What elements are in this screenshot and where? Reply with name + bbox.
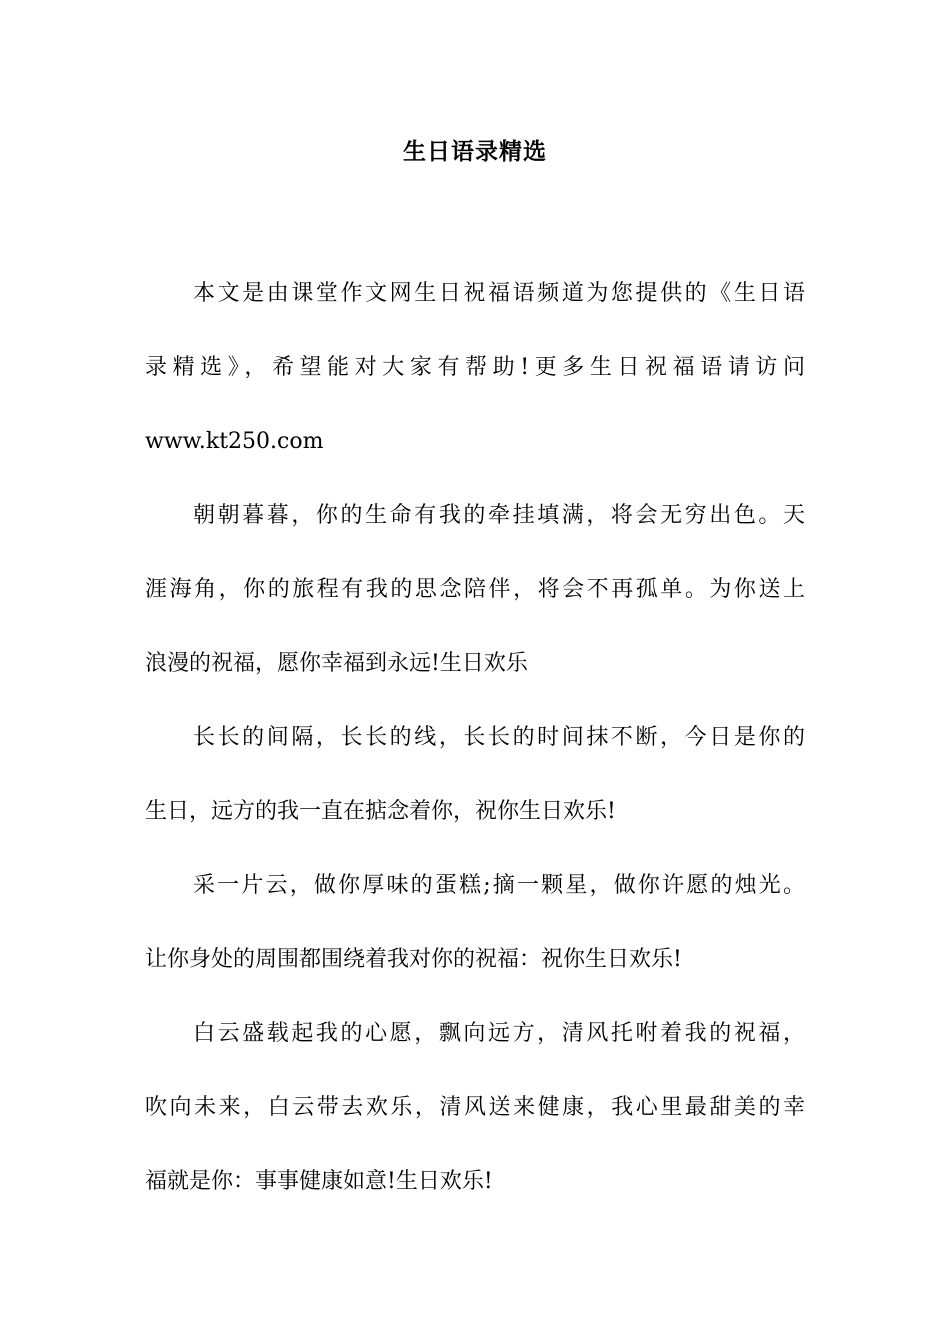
paragraph-line: 录精选》，希望能对大家有帮助!更多生日祝福语请访问 <box>145 355 805 380</box>
document-title: 生日语录精选 <box>403 138 547 165</box>
paragraph-line: 朝朝暮暮，你的生命有我的牵挂填满，将会无穷出色。天 <box>193 503 805 528</box>
paragraph-line: 采一片云，做你厚味的蛋糕;摘一颗星，做你许愿的烛光。 <box>193 873 805 898</box>
paragraph-line: 福就是你：事事健康如意!生日欢乐! <box>145 1169 493 1194</box>
paragraph-line: 本文是由课堂作文网生日祝福语频道为您提供的《生日语 <box>193 281 805 306</box>
paragraph-line-url: www.kt250.com <box>145 429 324 454</box>
paragraph-blessing-1 <box>145 479 805 701</box>
paragraph-line: 涯海角，你的旅程有我的思念陪伴，将会不再孤单。为你送上 <box>145 577 805 602</box>
paragraph-blessing-2 <box>145 701 805 849</box>
paragraph-intro <box>145 257 805 479</box>
paragraph-line: 白云盛载起我的心愿，飘向远方，清风托咐着我的祝福， <box>193 1021 805 1046</box>
paragraph-line: 吹向未来，白云带去欢乐，清风送来健康，我心里最甜美的幸 <box>145 1095 805 1120</box>
document-body <box>145 257 805 1219</box>
paragraph-line: 让你身处的周围都围绕着我对你的祝福：祝你生日欢乐! <box>145 947 682 972</box>
paragraph-blessing-4 <box>145 997 805 1219</box>
paragraph-line: 浪漫的祝福，愿你幸福到永远!生日欢乐 <box>145 651 528 676</box>
paragraph-blessing-3 <box>145 849 805 997</box>
paragraph-line: 生日，远方的我一直在掂念着你，祝你生日欢乐! <box>145 799 616 824</box>
paragraph-line: 长长的间隔，长长的线，长长的时间抹不断，今日是你的 <box>193 725 805 750</box>
